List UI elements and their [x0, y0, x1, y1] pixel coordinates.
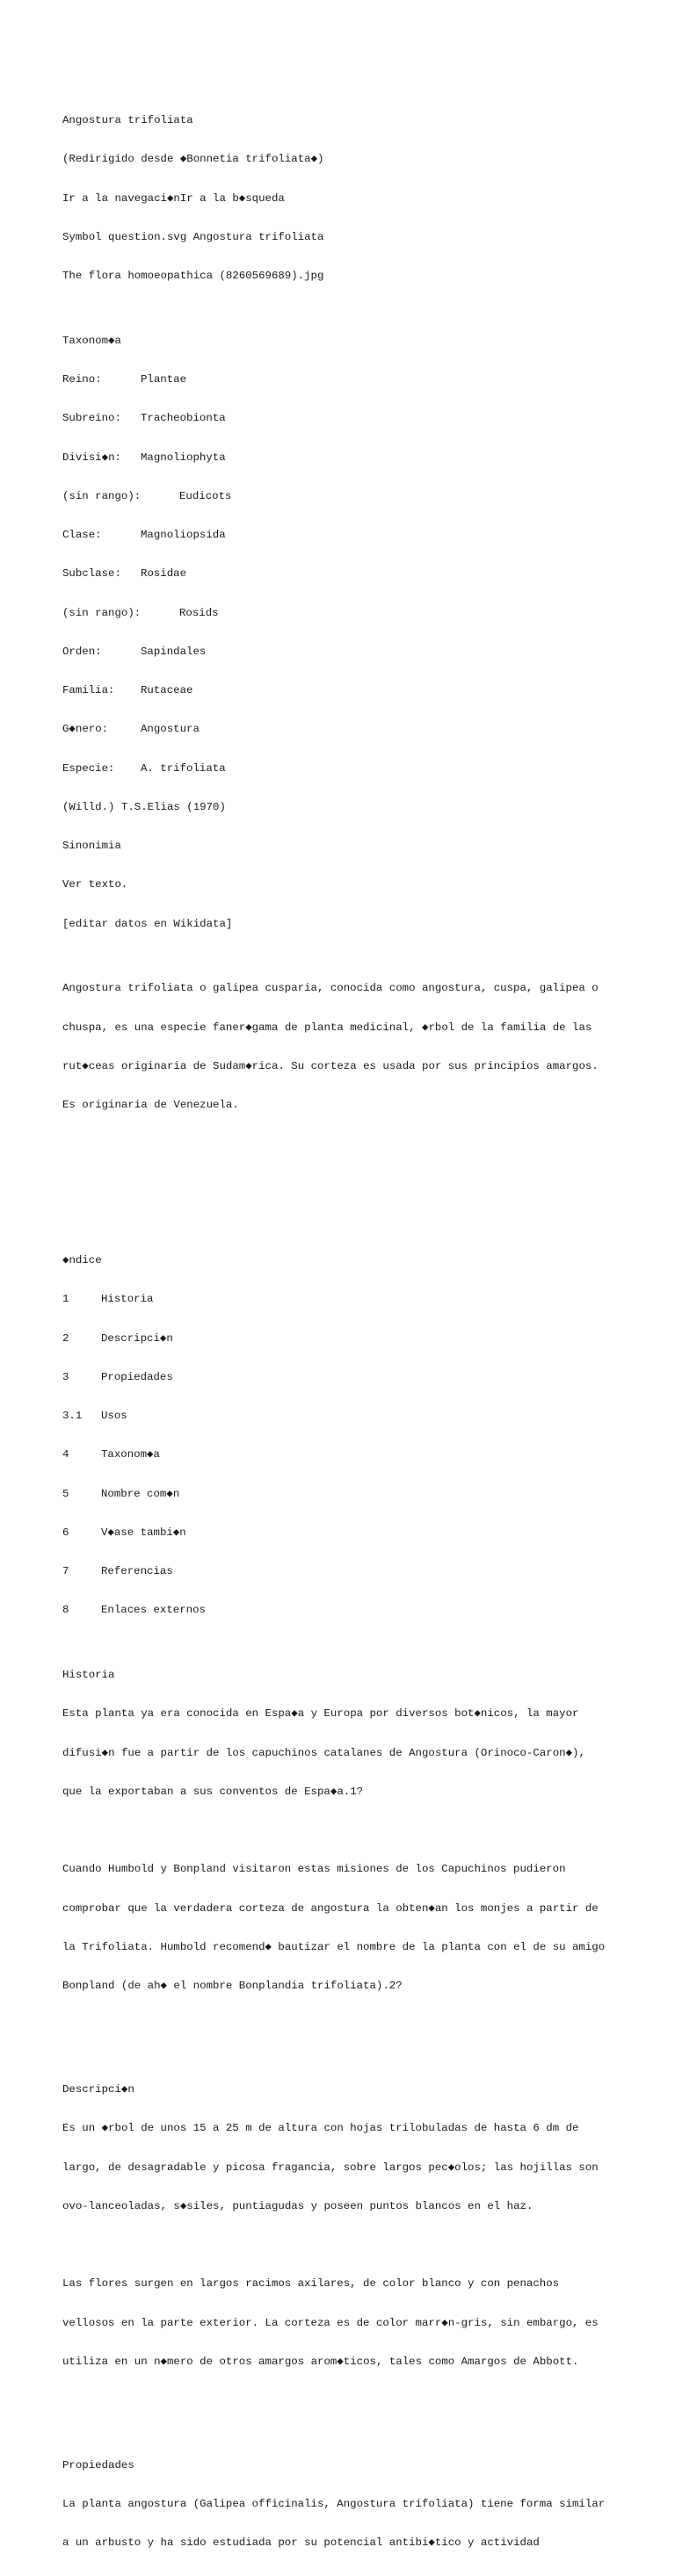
taxobox-key: (sin rango):: [62, 489, 142, 502]
taxobox-value: Magnoliopsida: [141, 529, 226, 541]
toc-label[interactable]: Taxonom◆a: [101, 1448, 160, 1461]
spacer: [62, 1189, 616, 1202]
toc-label[interactable]: Enlaces externos: [101, 1604, 206, 1617]
paragraph-line: que la exportaban a sus conventos de Espa◆a.1?: [62, 1785, 364, 1798]
taxobox-value: Rutaceae: [141, 684, 193, 696]
taxobox-key: G◆nero:: [62, 723, 109, 736]
toc-item[interactable]: [62, 1488, 616, 1501]
section-heading-descripcion: Descripci◆n: [62, 2083, 134, 2096]
taxobox-row: [62, 451, 616, 465]
section-heading-historia: Historia: [62, 1669, 115, 1681]
toc-label[interactable]: Usos: [101, 1410, 127, 1422]
toc-number: 1: [62, 1293, 69, 1306]
paragraph-line: a un arbusto y ha sido estudiada por su potencial antibi◆tico y actividad: [62, 2536, 540, 2550]
taxobox-row: [62, 646, 616, 659]
taxobox-row: [62, 412, 616, 425]
taxobox-value: Rosids: [179, 606, 219, 619]
toc-item[interactable]: [62, 1604, 616, 1617]
toc-item[interactable]: [62, 1526, 616, 1540]
toc-label[interactable]: V◆ase tambi◆n: [101, 1526, 186, 1539]
synonymy-text: Ver texto.: [62, 878, 128, 891]
paragraph-line: Las flores surgen en largos racimos axilares, de color blanco y con penachos: [62, 2277, 560, 2291]
toc-label[interactable]: Referencias: [101, 1565, 173, 1577]
toc-label[interactable]: Descripci◆n: [101, 1331, 173, 1345]
taxobox-row: [62, 373, 616, 386]
paragraph-line: largo, de desagradable y picosa fragancia, sobre largos pec◆olos; las hojillas son: [62, 2161, 599, 2174]
toc-number: 8: [62, 1604, 69, 1617]
paragraph-line: ovo-lanceoladas, s◆siles, puntiagudas y poseen puntos blancos en el haz.: [62, 2199, 533, 2212]
paragraph-line: difusi◆n fue a partir de los capuchinos catalanes de Angostura (Orinoco-Caron◆),: [62, 1746, 585, 1759]
paragraph-line: Es un ◆rbol de unos 15 a 25 m de altura con hojas trilobuladas de hasta 6 dm de: [62, 2122, 579, 2135]
intro-line: rut◆ceas originaria de Sudam◆rica. Su corteza es usada por sus principios amargos.: [62, 1059, 599, 1072]
spacer: [62, 2018, 616, 2031]
toc-number: 5: [62, 1487, 69, 1500]
taxobox-key: Subclase:: [62, 567, 121, 581]
nav-links[interactable]: Ir a la navegaci◆nIr a la b◆squeda: [62, 191, 285, 205]
taxobox-value: Rosidae: [141, 567, 187, 581]
toc-number: 4: [62, 1448, 69, 1461]
toc-item[interactable]: [62, 1371, 616, 1384]
toc-label[interactable]: Historia: [101, 1293, 154, 1306]
edit-wikidata-link[interactable]: [editar datos en Wikidata]: [62, 917, 233, 930]
paragraph-line: vellosos en la parte exterior. La corteza es de color marr◆n-gris, sin embargo, es: [62, 2316, 599, 2329]
paragraph-line: Esta planta ya era conocida en Espa◆a y Europa por diversos bot◆nicos, la mayor: [62, 1707, 579, 1721]
taxobox-value: Tracheobionta: [141, 412, 226, 425]
taxobox-row: [62, 762, 616, 776]
toc-label[interactable]: Nombre com◆n: [101, 1487, 180, 1500]
paragraph-line: utiliza en un n◆mero de otros amargos arom◆ticos, tales como Amargos de Abbott.: [62, 2355, 579, 2368]
taxobox-key: Familia:: [62, 684, 115, 696]
toc-item[interactable]: [62, 1410, 616, 1423]
taxobox-authority: (Willd.) T.S.Elias (1970): [62, 800, 226, 813]
redirect-note: (Redirigido desde ◆Bonnetia trifoliata◆): [62, 153, 324, 166]
taxobox-key: Especie:: [62, 761, 115, 775]
paragraph-line: la Trifoliata. Humbold recomend◆ bautizar el nombre de la planta con el de su amigo: [62, 1940, 606, 1953]
taxobox-heading: Taxonom◆a: [62, 334, 121, 347]
page-title: Angostura trifoliata: [62, 114, 193, 126]
taxobox-key: (sin rango):: [62, 606, 142, 619]
taxobox-row: [62, 529, 616, 542]
symbol-line: Symbol question.svg Angostura trifoliata: [62, 230, 324, 243]
section-heading-propiedades: Propiedades: [62, 2458, 134, 2471]
paragraph-line: comprobar que la verdadera corteza de angostura la obten◆an los monjes a partir de: [62, 1901, 599, 1915]
toc-item[interactable]: [62, 1293, 616, 1306]
taxobox-row: [62, 490, 616, 503]
toc-heading: ◆ndice: [62, 1254, 102, 1266]
intro-line: chuspa, es una especie faner◆gama de planta medicinal, ◆rbol de la familia de las: [62, 1021, 592, 1034]
intro-line: Es originaria de Venezuela.: [62, 1099, 239, 1111]
taxobox-key: Reino:: [62, 373, 102, 386]
taxobox-row: [62, 567, 616, 581]
toc-number: 7: [62, 1565, 69, 1577]
taxobox-row: [62, 723, 616, 736]
taxobox-key: Subreino:: [62, 412, 121, 425]
toc-item[interactable]: [62, 1448, 616, 1461]
intro-line: Angostura trifoliata o galipea cusparia, conocida como angostura, cuspa, galipea o: [62, 982, 599, 995]
taxobox-value: Sapindales: [141, 645, 207, 658]
paragraph-line: Bonpland (de ah◆ el nombre Bonplandia trifoliata).2?: [62, 1980, 403, 1992]
taxobox-value: Angostura: [141, 723, 200, 736]
taxobox-key: Clase:: [62, 529, 102, 541]
spacer: [62, 1151, 616, 1164]
toc-label[interactable]: Propiedades: [101, 1370, 173, 1383]
document-page: [62, 62, 616, 2576]
paragraph-line: Cuando Humbold y Bonpland visitaron estas misiones de los Capuchinos pudieron: [62, 1863, 566, 1876]
toc-number: 2: [62, 1331, 69, 1345]
image-caption: The flora homoeopathica (8260569689).jpg: [62, 270, 324, 282]
taxobox-row: [62, 684, 616, 697]
spacer: [62, 2394, 616, 2407]
taxobox-value: Plantae: [141, 373, 187, 386]
taxobox-key: Divisi◆n:: [62, 451, 121, 464]
toc-number: 3.1: [62, 1410, 83, 1422]
spacer: [62, 1824, 616, 1837]
toc-item[interactable]: [62, 1565, 616, 1578]
taxobox-key: Orden:: [62, 645, 102, 658]
paragraph-line: La planta angostura (Galipea officinalis, Angostura trifoliata) tiene forma similar: [62, 2498, 606, 2510]
toc-item[interactable]: [62, 1332, 616, 1346]
spacer: [62, 2239, 616, 2252]
toc-number: 6: [62, 1526, 69, 1539]
toc-number: 3: [62, 1370, 69, 1383]
taxobox-value: A. trifoliata: [141, 761, 226, 775]
synonymy-heading: Sinonimia: [62, 840, 121, 852]
taxobox-value: Magnoliophyta: [141, 451, 226, 464]
taxobox-row: [62, 607, 616, 620]
taxobox-value: Eudicots: [179, 489, 232, 502]
